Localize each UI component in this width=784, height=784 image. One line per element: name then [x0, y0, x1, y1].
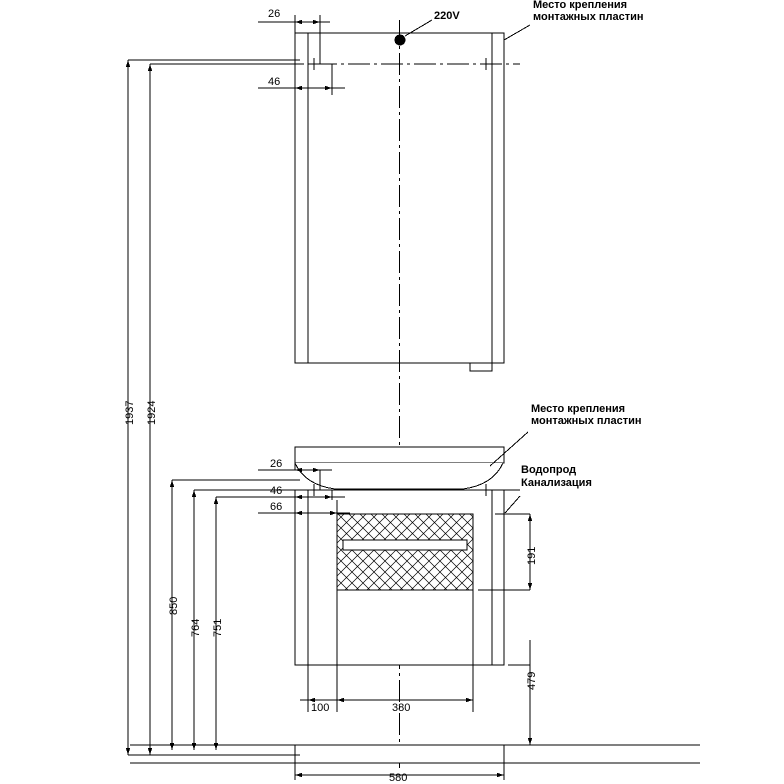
- note-water-supply: Водопрод: [521, 464, 577, 476]
- note-mount-plates-bottom-line1: Место крепления: [531, 403, 626, 415]
- dim-66-bottom: 66: [270, 501, 283, 513]
- note-mount-plates-bottom-line2: монтажных пластин: [531, 415, 642, 427]
- dim-850: 850: [168, 596, 180, 615]
- dim-26-top: 26: [268, 8, 281, 20]
- dim-100: 100: [311, 702, 330, 714]
- dim-1924: 1924: [146, 400, 158, 425]
- dim-479: 479: [526, 671, 538, 690]
- dim-1937: 1937: [124, 400, 136, 425]
- dim-46-top: 46: [268, 76, 281, 88]
- note-sewerage: Канализация: [521, 477, 592, 489]
- dim-46-bottom: 46: [270, 485, 283, 497]
- note-mount-plates-top-line1: Место крепления: [533, 0, 628, 11]
- dim-380: 380: [392, 702, 411, 714]
- note-mount-plates-top-line2: монтажных пластин: [533, 11, 644, 23]
- dim-751: 751: [212, 618, 224, 637]
- dim-191: 191: [526, 546, 538, 565]
- label-power-220v: 220V: [434, 10, 460, 22]
- dim-26-bottom: 26: [270, 458, 283, 470]
- dim-580: 580: [389, 772, 408, 784]
- dim-764: 764: [190, 618, 202, 637]
